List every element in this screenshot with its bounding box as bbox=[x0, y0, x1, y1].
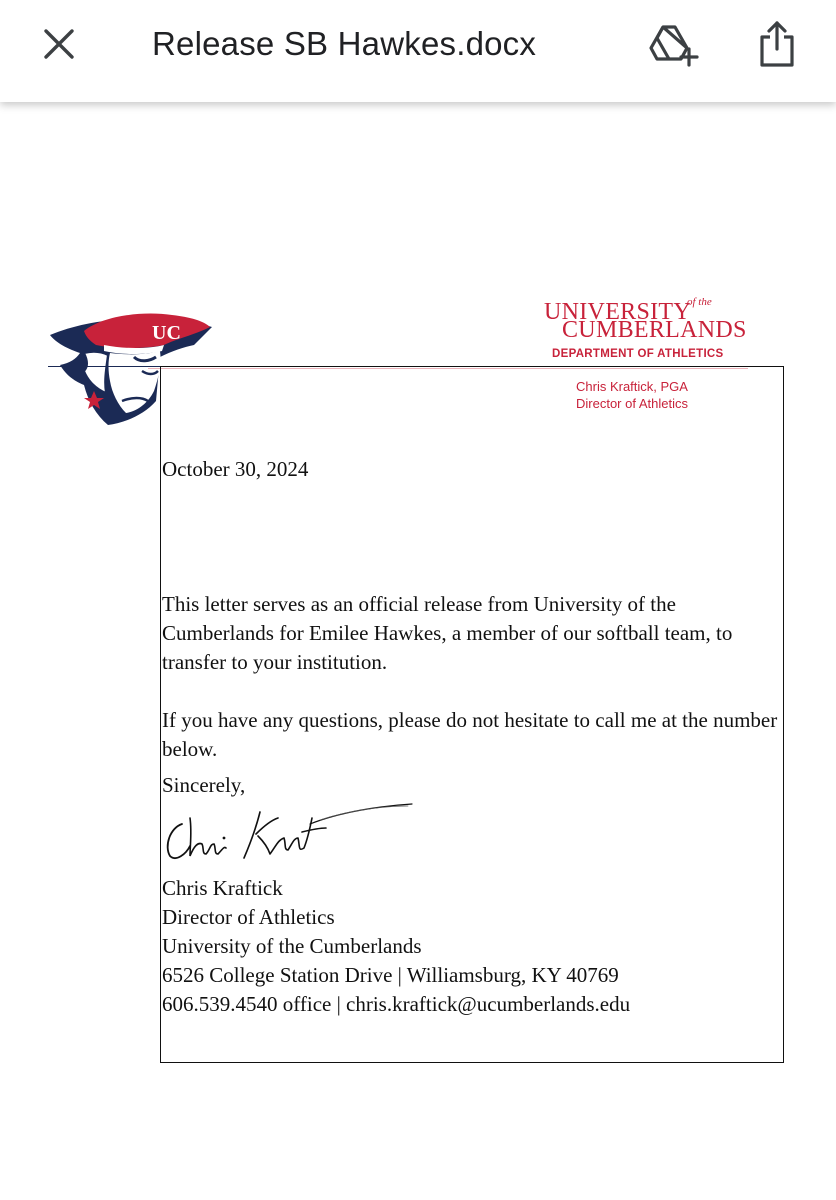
wordmark-university: UNIVERSITY bbox=[544, 299, 691, 325]
letter-paragraph-release: This letter serves as an official release from University of the Cumberlands for Emilee Hawkes, a member of our softball team, to transfer to your institution. bbox=[162, 592, 733, 674]
handwritten-signature bbox=[160, 798, 420, 868]
signature-organization: University of the Cumberlands bbox=[162, 934, 422, 958]
signature-contact: 606.539.4540 office | chris.kraftick@ucumberlands.edu bbox=[162, 992, 631, 1016]
sender-title: Director of Athletics bbox=[576, 396, 688, 411]
letter-closing: Sincerely, bbox=[162, 773, 246, 797]
letter-date: October 30, 2024 bbox=[162, 457, 309, 481]
close-button[interactable] bbox=[30, 22, 88, 66]
share-icon bbox=[757, 19, 797, 69]
add-to-drive-button[interactable] bbox=[644, 18, 704, 70]
share-button[interactable] bbox=[748, 16, 806, 72]
signature-name: Chris Kraftick bbox=[162, 876, 283, 900]
department-label: DEPARTMENT OF ATHLETICS bbox=[552, 348, 724, 360]
document-title: Release SB Hawkes.docx bbox=[152, 25, 537, 62]
signature-title: Director of Athletics bbox=[162, 905, 335, 929]
wordmark-of-the: of the bbox=[687, 296, 712, 308]
signature-block bbox=[162, 874, 782, 1019]
sender-name: Chris Kraftick, PGA bbox=[576, 379, 688, 394]
wordmark-cumberlands: CUMBERLANDS bbox=[562, 317, 747, 343]
close-icon bbox=[42, 27, 76, 61]
letter-paragraph-questions: If you have any questions, please do not hesitate to call me at the number below. bbox=[162, 708, 778, 761]
viewer-toolbar bbox=[0, 0, 836, 102]
signature-address: 6526 College Station Drive | Williamsburg, KY 40769 bbox=[162, 963, 619, 987]
svg-text:UC: UC bbox=[152, 322, 181, 344]
add-to-drive-icon bbox=[647, 21, 701, 67]
